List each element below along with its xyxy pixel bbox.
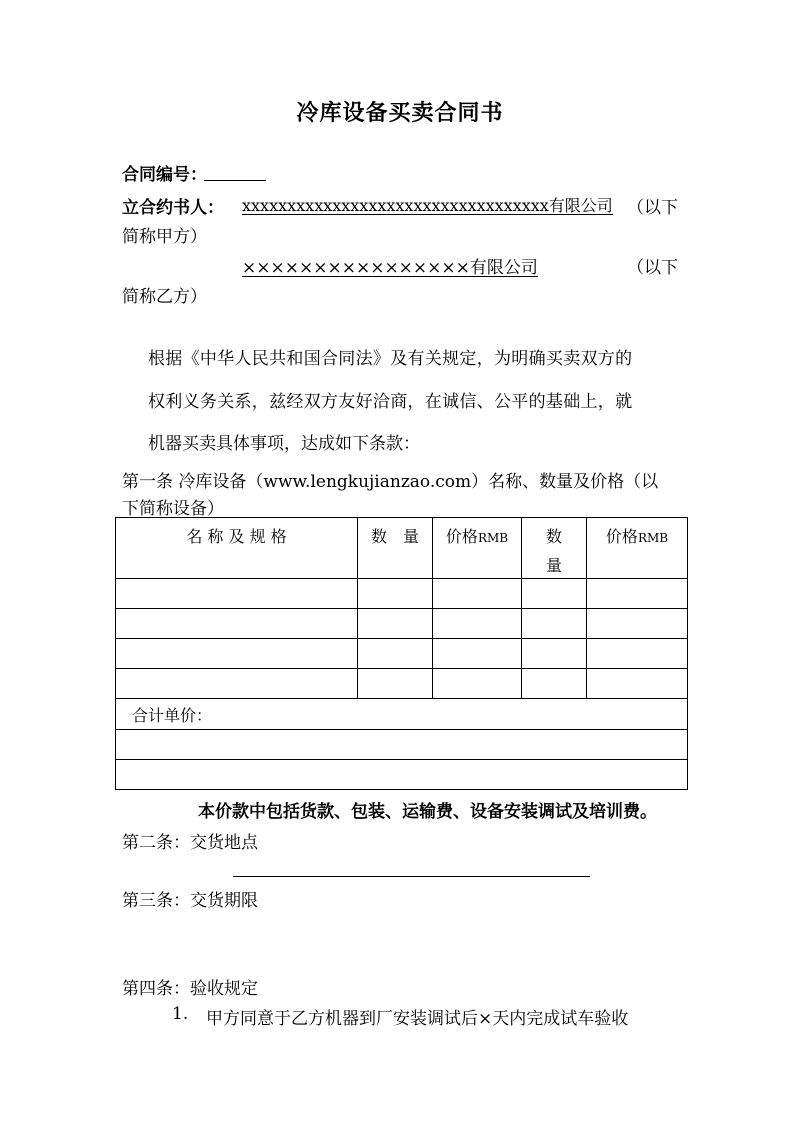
table-row: [116, 730, 688, 760]
party-a-line2: 简称甲方）: [122, 227, 207, 247]
contract-no-blank: [204, 180, 266, 181]
article-4-heading: 第四条：验收规定: [122, 979, 258, 999]
preamble-line-2: 权利义务关系，兹经双方友好洽商，在诚信、公平的基础上，就: [148, 392, 633, 412]
table-row: [116, 609, 688, 639]
table-row: [116, 639, 688, 669]
article-4-item-1-number: 1.: [172, 1004, 189, 1024]
header-qty: 数 量: [358, 518, 433, 579]
article-1-heading: 第一条 冷库设备（www.lengkujianzao.com）名称、数量及价格（以: [122, 472, 659, 492]
header-qty-2: 数 量: [522, 518, 587, 579]
article-4-item-1: 甲方同意于乙方机器到厂安装调试后×天内完成试车验收: [206, 1009, 629, 1029]
party-a-suffix: （以下: [627, 198, 678, 218]
party-a-name: xxxxxxxxxxxxxxxxxxxxxxxxxxxxxxxxxx有限公司: [242, 196, 613, 215]
preamble-line-3: 机器买卖具体事项，达成如下条款：: [148, 434, 420, 454]
delivery-place-blank: [233, 876, 590, 877]
party-b-suffix: （以下: [627, 258, 678, 278]
party-b-name: ××××××××××××××××有限公司: [242, 258, 538, 278]
header-price: 价格RMB: [433, 518, 522, 579]
table-row: [116, 760, 688, 790]
goods-table: [115, 517, 688, 790]
table-total-row: [116, 699, 688, 730]
total-price-label: 合计单价：: [116, 699, 688, 730]
table-header-row: [116, 518, 688, 579]
table-row: [116, 669, 688, 699]
page-title: 冷库设备买卖合同书: [296, 100, 504, 126]
party-b-line2: 简称乙方）: [122, 287, 207, 307]
contract-no-label: 合同编号：: [122, 165, 207, 185]
article-1-heading-cont: 下简称设备）: [122, 499, 224, 519]
article-3-heading: 第三条：交货期限: [122, 891, 258, 911]
header-name-spec: 名 称 及 规 格: [116, 518, 358, 579]
preamble-line-1: 根据《中华人民共和国合同法》及有关规定，为明确买卖双方的: [148, 349, 633, 369]
parties-label: 立合约书人：: [122, 198, 224, 218]
header-price-2: 价格RMB: [587, 518, 688, 579]
price-note: 本价款中包括货款、包装、运输费、设备安装调试及培训费。: [198, 802, 657, 822]
table-row: [116, 579, 688, 609]
article-2-heading: 第二条：交货地点: [122, 833, 258, 853]
